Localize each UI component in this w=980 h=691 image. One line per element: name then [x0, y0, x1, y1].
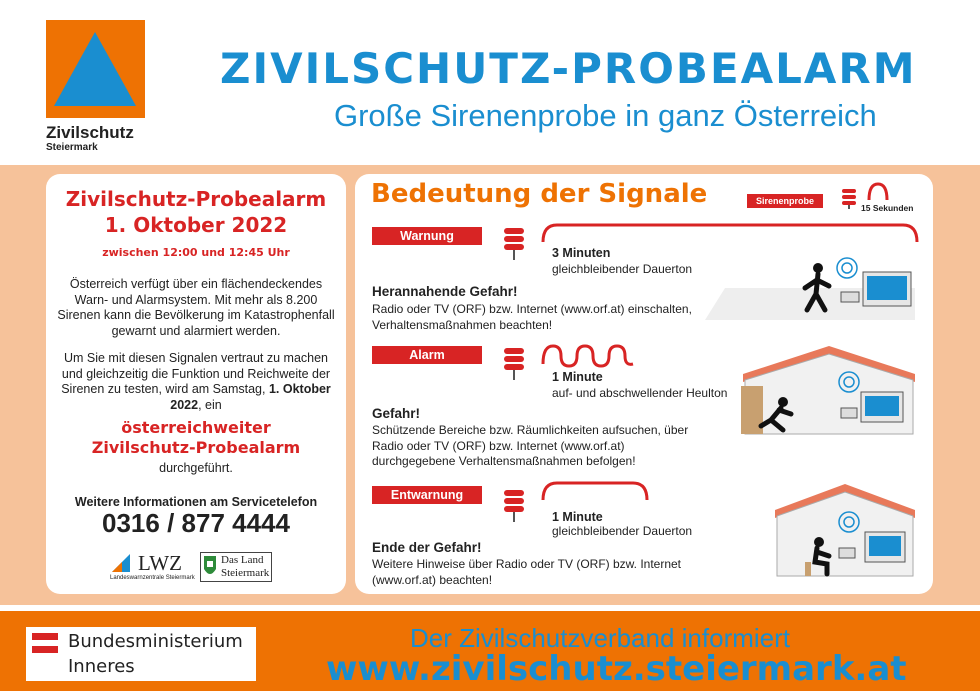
- event-heading-title: Zivilschutz-Probealarm: [65, 187, 327, 211]
- event-done-text: durchgeführt.: [159, 461, 233, 475]
- footer-url-link[interactable]: www.zivilschutz.steiermark.at: [326, 649, 907, 689]
- ministry-line1: Bundesministerium: [68, 631, 243, 652]
- zivilschutz-logo: [46, 20, 145, 118]
- event-heading: [46, 186, 346, 238]
- siren-icon: [503, 346, 525, 382]
- event-name-line1: österreichweiter: [121, 418, 271, 437]
- continuous-tone-icon: [541, 480, 651, 502]
- lwz-logo: [110, 552, 196, 574]
- ministry-logo: [26, 627, 256, 681]
- alarm-house-illustration: [743, 344, 915, 436]
- page-title: ZIVILSCHUTZ-PROBEALARM: [220, 44, 917, 93]
- signal-warnung-tone: gleichbleibender Dauerton: [552, 262, 693, 276]
- signal-warnung-duration: 3 Minuten: [552, 246, 611, 260]
- event-name: [46, 418, 346, 458]
- event-time: zwischen 12:00 und 12:45 Uhr: [102, 246, 290, 259]
- lwz-subtitle: Landeswarnzentrale Steiermark: [110, 575, 195, 581]
- siren-icon: [503, 488, 525, 524]
- triangle-icon: [46, 20, 145, 118]
- signal-alarm-body: Schützende Bereiche bzw. Räumlichkeiten aufsuchen, über Radio oder TV (ORF) bzw. Internet (www.orf.at) durchgegebene Verhaltensmaßnahmen befolgen!: [372, 423, 689, 468]
- event-info-card: [46, 174, 346, 594]
- logo-region: Steiermark: [46, 142, 98, 153]
- signal-entwarnung-headline: Ende der Gefahr!: [372, 540, 482, 555]
- logo-name: Zivilschutz: [46, 123, 134, 142]
- signal-entwarnung-badge: Entwarnung: [372, 486, 482, 504]
- warnung-illustration: [705, 254, 915, 320]
- signals-card: [355, 174, 933, 594]
- land-steiermark-logo: [200, 552, 272, 582]
- ministry-line2: Inneres: [68, 656, 135, 677]
- footer-info: Der Zivilschutzverband informiert: [410, 623, 791, 653]
- probe-badge: Sirenenprobe: [747, 194, 823, 208]
- signal-alarm-badge: Alarm: [372, 346, 482, 364]
- siren-icon: [503, 226, 525, 262]
- test-paragraph-text: Um Sie mit diesen Signalen vertraut zu machen und gleichzeitig die Funktion und Reichweite der Sirenen zu testen, wird am Samstag,: [61, 351, 331, 396]
- land-text-line2: Steiermark: [221, 567, 270, 579]
- service-phone: 0316 / 877 4444: [102, 508, 290, 538]
- signal-entwarnung-body: Weitere Hinweise über Radio oder TV (ORF) bzw. Internet (www.orf.at) beachten!: [372, 557, 682, 587]
- signal-warnung-body: Radio oder TV (ORF) bzw. Internet (www.orf.at) einschalten, Verhaltensmaßnahmen beachten!: [372, 302, 692, 332]
- signal-alarm-tone: auf- und abschwellender Heulton: [552, 386, 728, 400]
- service-label: Weitere Informationen am Servicetelefon: [74, 495, 318, 509]
- signal-warnung-badge: Warnung: [372, 227, 482, 245]
- austria-flag-icon: [32, 633, 58, 653]
- signal-entwarnung-tone: gleichbleibender Dauerton: [552, 524, 693, 538]
- lwz-triangle-icon: [110, 552, 134, 574]
- signals-title: Bedeutung der Signale: [371, 179, 708, 209]
- probe-tone-icon: [867, 182, 889, 202]
- signal-alarm-headline: Gefahr!: [372, 406, 421, 421]
- lwz-text: LWZ: [138, 551, 182, 575]
- event-heading-date: 1. Oktober 2022: [104, 213, 288, 237]
- continuous-tone-icon: [541, 222, 921, 244]
- signal-warnung-headline: Herannahende Gefahr!: [372, 284, 518, 299]
- coat-of-arms-icon: [201, 553, 219, 581]
- signal-entwarnung-duration: 1 Minute: [552, 510, 603, 524]
- land-text-line1: Das Land: [221, 554, 264, 566]
- test-paragraph-tail: , ein: [198, 397, 222, 412]
- event-name-line2: Zivilschutz-Probealarm: [91, 438, 301, 457]
- test-paragraph: [56, 351, 336, 413]
- siren-icon: [841, 188, 857, 210]
- signal-alarm-duration: 1 Minute: [552, 370, 603, 384]
- test-paragraph-date: 1. Oktober 2022: [170, 382, 331, 412]
- probe-duration: 15 Sekunden: [861, 203, 914, 213]
- page-subtitle: Große Sirenenprobe in ganz Österreich: [334, 98, 877, 133]
- entwarnung-house-illustration: [775, 482, 915, 578]
- intro-paragraph: Österreich verfügt über ein flächendeckendes Warn- und Alarmsystem. Mit mehr als 8.200 Sirenen kann die Bevölkerung im Katastrophenfall gewarnt und alarmiert werden.: [57, 277, 335, 338]
- wailing-tone-icon: [541, 342, 641, 368]
